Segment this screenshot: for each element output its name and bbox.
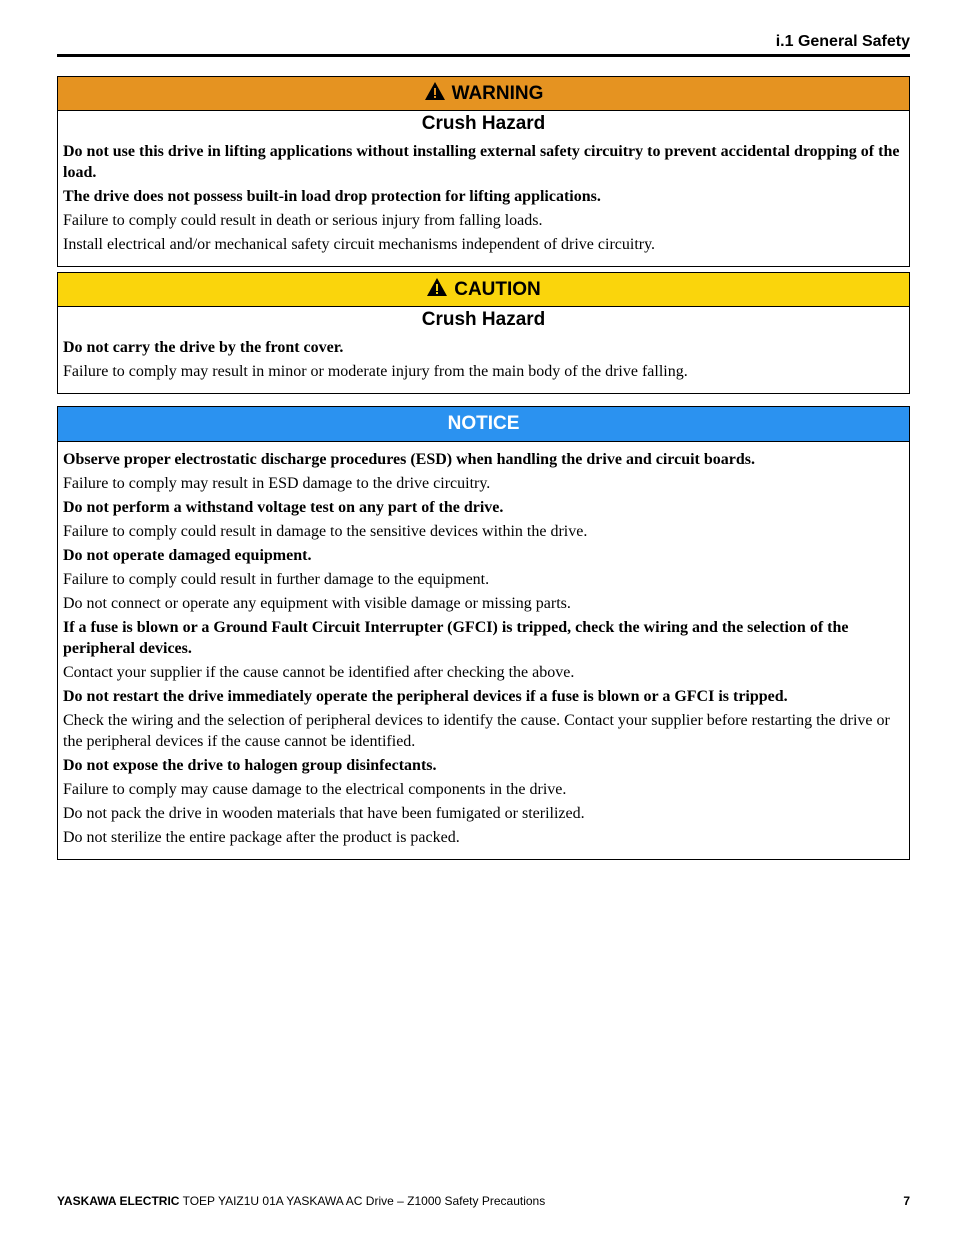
section-title: i.1 General Safety [775,33,910,50]
caution-header [58,273,909,307]
warning-triangle-icon [426,277,448,303]
notice-paragraph: Do not pack the drive in wooden materials that have been fumigated or sterilized. [63,805,585,822]
caution-box [57,272,910,394]
warning-label: WARNING [451,82,544,104]
notice-paragraph: Failure to comply may result in ESD damage to the drive circuitry. [63,475,491,492]
notice-box [57,406,910,860]
warning-header [58,77,909,111]
notice-paragraph: Failure to comply could result in further damage to the equipment. [63,571,490,588]
warning-paragraph: Do not use this drive in lifting applications without installing external safety circuitry to prevent accidental dropping of the load. [63,143,900,181]
notice-paragraph: Do not connect or operate any equipment with visible damage or missing parts. [63,595,571,612]
warning-paragraph: Install electrical and/or mechanical safety circuit mechanisms independent of drive circuitry. [63,236,656,253]
notice-paragraph: Do not sterilize the entire package after the product is packed. [63,829,460,846]
caution-title: Crush Hazard [421,309,546,330]
warning-body [58,137,909,266]
warning-triangle-icon [424,81,446,107]
warning-paragraph: Failure to comply could result in death or serious injury from falling loads. [63,212,543,229]
footer-brand: YASKAWA ELECTRIC [57,1194,180,1208]
caution-label: CAUTION [454,278,541,300]
caution-paragraph: Failure to comply may result in minor or moderate injury from the main body of the drive falling. [63,363,688,380]
notice-label: NOTICE [447,413,520,434]
notice-paragraph: Contact your supplier if the cause cannot be identified after checking the above. [63,664,575,681]
footer-doc [57,1194,545,1208]
notice-paragraph: Do not operate damaged equipment. [63,547,312,564]
notice-header [58,407,909,442]
header-rule [57,54,910,57]
notice-paragraph: Do not expose the drive to halogen group disinfectants. [63,757,437,774]
notice-paragraph: Do not restart the drive immediately operate the peripheral devices if a fuse is blown or a GFCI is tripped. [63,688,788,705]
warning-box [57,76,910,267]
footer-doc-title: TOEP YAIZ1U 01A YASKAWA AC Drive – Z1000 Safety Precautions [182,1194,546,1208]
notice-paragraph: Failure to comply may cause damage to the electrical components in the drive. [63,781,567,798]
notice-paragraph: Do not perform a withstand voltage test on any part of the drive. [63,499,504,516]
notice-paragraph: Check the wiring and the selection of peripheral devices to identify the cause. Contact your supplier before restarting the drive or the peripheral devices if the cause cannot be identified. [63,712,890,750]
caution-body [58,333,909,393]
page-number: 7 [903,1194,910,1208]
warning-paragraph: The drive does not possess built-in load drop protection for lifting applications. [63,188,601,205]
notice-paragraph: If a fuse is blown or a Ground Fault Circuit Interrupter (GFCI) is tripped, check the wiring and the selection of the peripheral devices. [63,619,849,657]
notice-paragraph: Failure to comply could result in damage to the sensitive devices within the drive. [63,523,588,540]
notice-body [58,442,909,859]
caution-paragraph: Do not carry the drive by the front cover. [63,339,344,356]
notice-paragraph: Observe proper electrostatic discharge procedures (ESD) when handling the drive and circuit boards. [63,451,755,468]
warning-title: Crush Hazard [421,113,546,134]
